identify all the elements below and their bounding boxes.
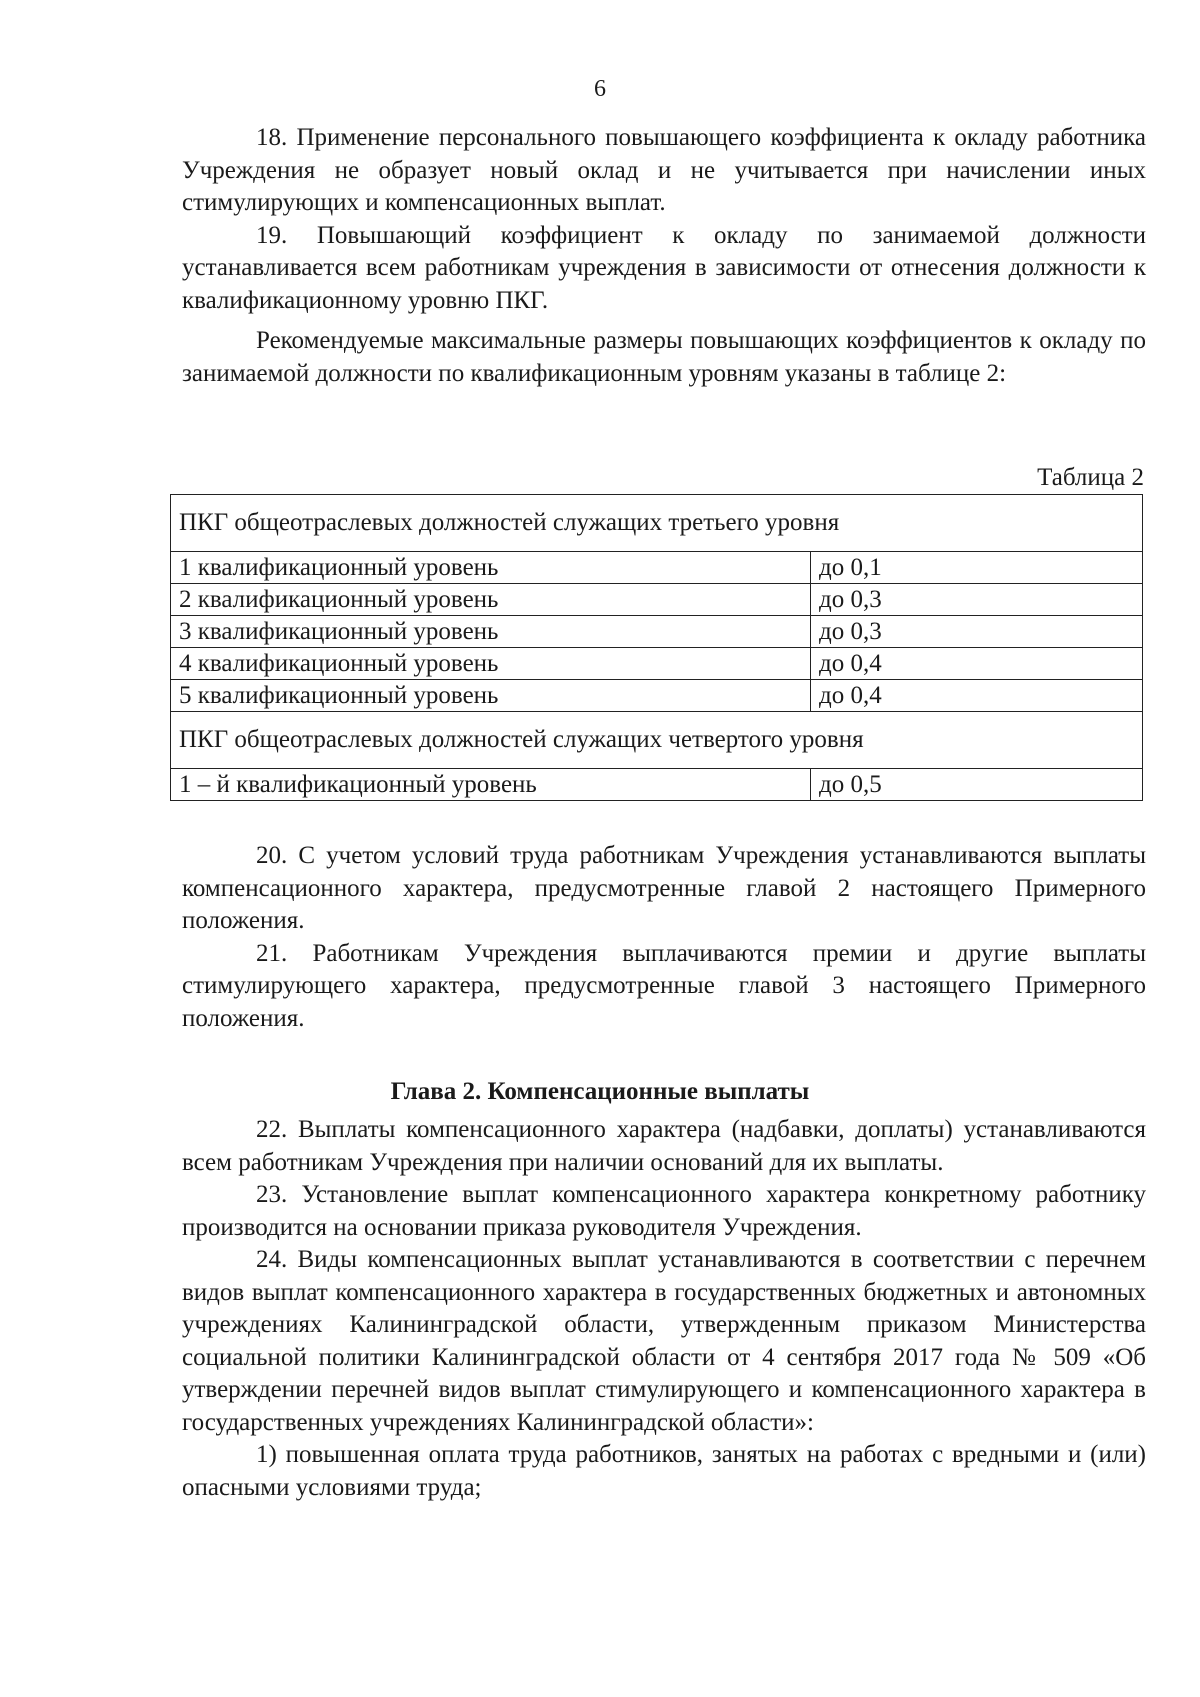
value-cell: до 0,5: [811, 769, 1143, 801]
paragraph-22: 22. Выплаты компенсационного характера (надбавки, доплаты) устанавливаются всем работникам Учреждения при наличии оснований для их выплаты.: [182, 1116, 1146, 1176]
table-row: [171, 769, 1143, 801]
table-group-row: [171, 712, 1143, 769]
table-group-row: [171, 495, 1143, 552]
list-item-1: 1) повышенная оплата труда работников, занятых на работах с вредными и (или) опасными условиями труда;: [182, 1441, 1146, 1501]
value-cell: до 0,1: [811, 552, 1143, 584]
group-title-fourth-level: ПКГ общеотраслевых должностей служащих четвертого уровня: [171, 712, 1143, 769]
paragraph-18: 18. Применение персонального повышающего коэффициента к окладу работника Учреждения не образует новый оклад и не учитывается при начислении иных стимулирующих и компенсационных выплат.: [182, 124, 1146, 216]
value-cell: до 0,4: [811, 648, 1143, 680]
level-cell: 1 квалификационный уровень: [171, 552, 811, 584]
level-cell: 1 – й квалификационный уровень: [171, 769, 811, 801]
level-cell: 3 квалификационный уровень: [171, 616, 811, 648]
section-bottom-text: [182, 1114, 1146, 1504]
table-row: [171, 616, 1143, 648]
page-number: 6: [594, 76, 606, 102]
paragraph-table-intro: Рекомендуемые максимальные размеры повышающих коэффициентов к окладу по занимаемой должности по квалификационным уровням указаны в таблице 2:: [182, 327, 1146, 387]
chapter-title: Глава 2. Компенсационные выплаты: [390, 1078, 810, 1105]
level-cell: 2 квалификационный уровень: [171, 584, 811, 616]
section-middle-text: [182, 840, 1146, 1035]
level-cell: 4 квалификационный уровень: [171, 648, 811, 680]
paragraph-23: 23. Установление выплат компенсационного характера конкретному работнику производится на основании приказа руководителя Учреждения.: [182, 1181, 1146, 1241]
paragraph-20: 20. С учетом условий труда работникам Учреждения устанавливаются выплаты компенсационного характера, предусмотренные главой 2 настоящего Примерного положения.: [182, 842, 1146, 934]
section-top-text: [182, 122, 1146, 390]
table-caption: Таблица 2: [1037, 464, 1144, 491]
level-cell: 5 квалификационный уровень: [171, 680, 811, 712]
coefficients-table: [170, 494, 1143, 801]
paragraph-19: 19. Повышающий коэффициент к окладу по занимаемой должности устанавливается всем работникам учреждения в зависимости от отнесения должности к квалификационному уровню ПКГ.: [182, 221, 1146, 314]
group-title-third-level: ПКГ общеотраслевых должностей служащих третьего уровня: [171, 495, 1143, 552]
table-row: [171, 648, 1143, 680]
paragraph-24: 24. Виды компенсационных выплат устанавливаются в соответствии с перечнем видов выплат компенсационного характера в государственных бюджетных и автономных учреждениях Калининградской области, утвержденным приказом Министерства социальной политики Калининградской области от 4 сентября 2017 года № 509 «Об утверждении перечней видов выплат стимулирующего и компенсационного характера в государственных учреждениях Калининградской области»:: [182, 1246, 1146, 1436]
paragraph-21: 21. Работникам Учреждения выплачиваются премии и другие выплаты стимулирующего характера, предусмотренные главой 3 настоящего Примерного положения.: [182, 939, 1146, 1032]
table-row: [171, 584, 1143, 616]
value-cell: до 0,4: [811, 680, 1143, 712]
value-cell: до 0,3: [811, 616, 1143, 648]
table-row: [171, 552, 1143, 584]
value-cell: до 0,3: [811, 584, 1143, 616]
table-row: [171, 680, 1143, 712]
